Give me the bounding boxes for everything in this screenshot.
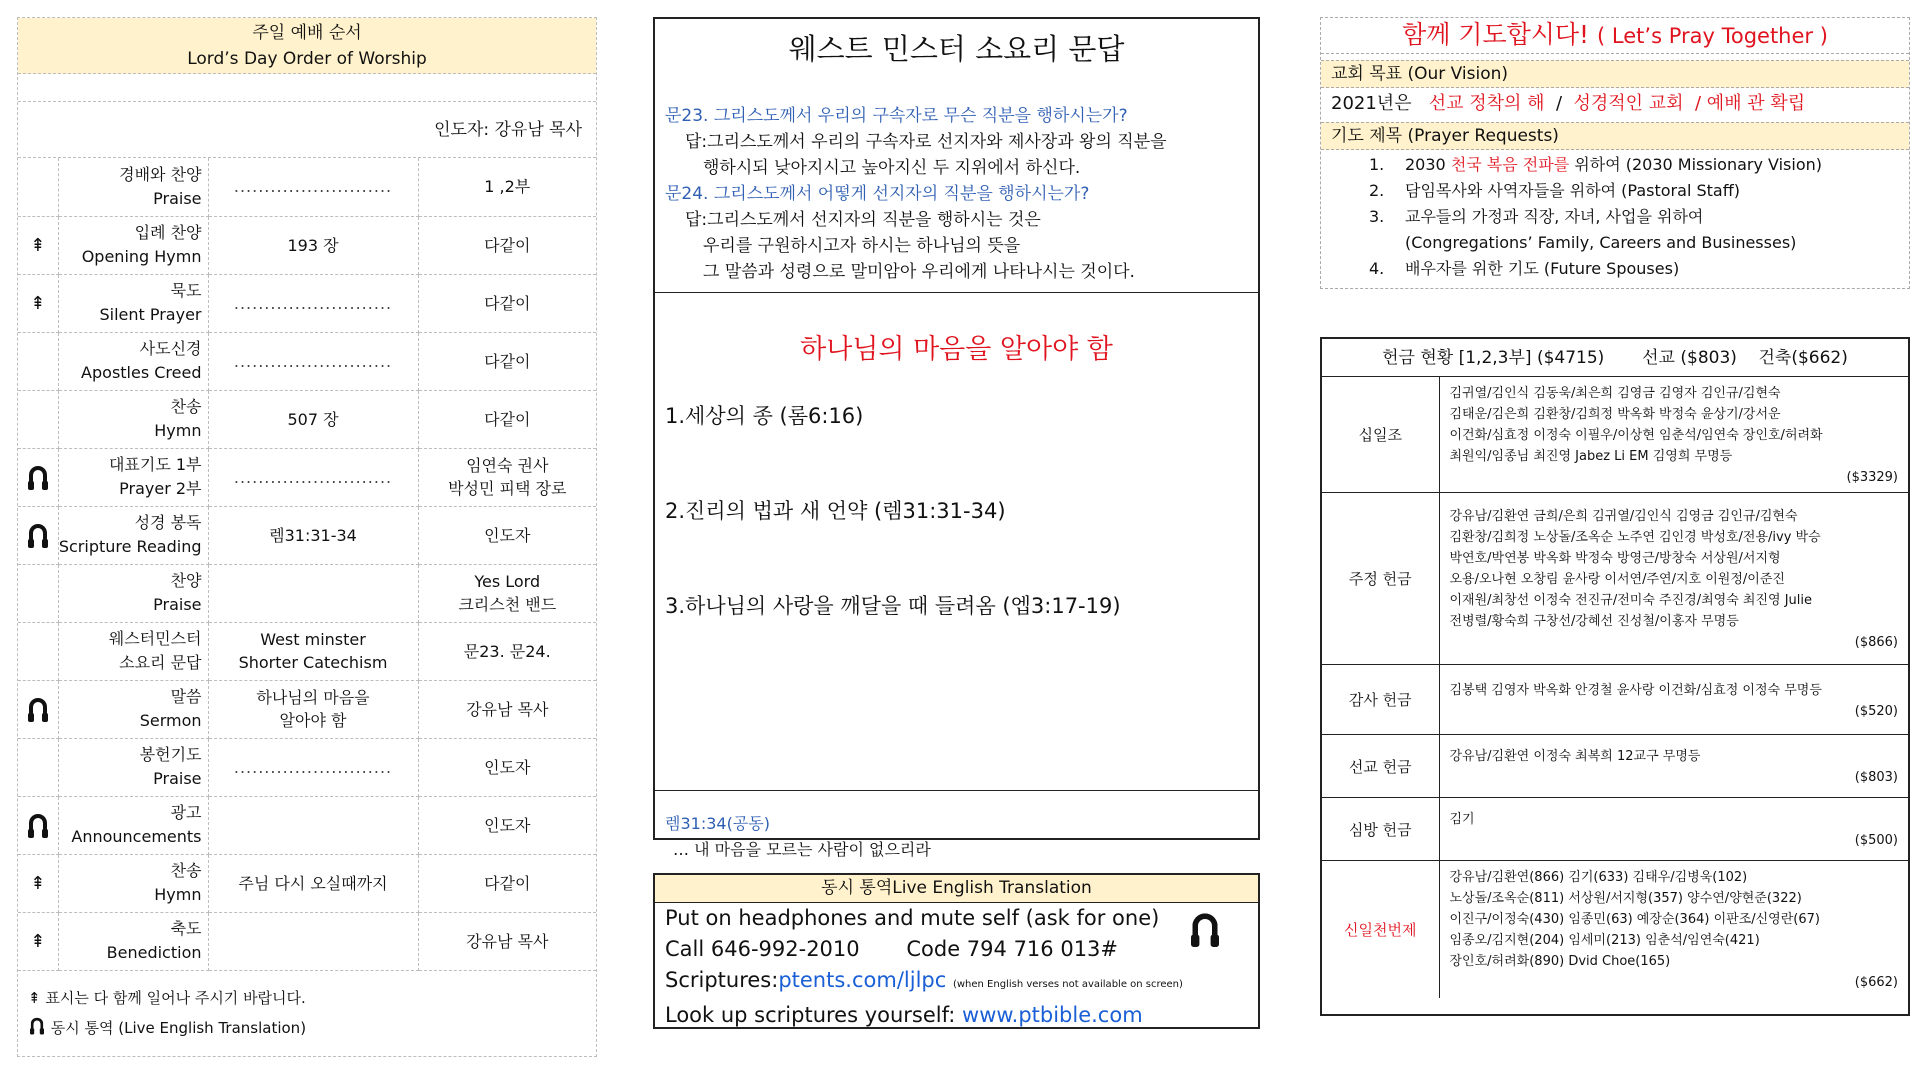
worship-leader: 인도자: 강유남 목사 — [18, 102, 596, 158]
order-of-worship — [17, 17, 597, 1057]
offering-amount: ($662) — [1854, 975, 1898, 991]
meeting-code: Code 794 716 013# — [906, 937, 1119, 961]
row-leader: 다같이 — [418, 274, 596, 332]
row-item: 묵도 Silent Prayer — [58, 274, 208, 332]
row-marker — [18, 564, 58, 622]
row-leader: 인도자 — [418, 796, 596, 854]
lookup-line: Look up scriptures yourself: www.ptbible.com — [665, 1003, 1143, 1027]
stand-icon: ⇞ — [30, 292, 46, 314]
worship-title-ko: 주일 예배 순서 — [252, 23, 362, 43]
row-item: 성경 봉독 Scripture Reading — [58, 506, 208, 564]
scriptures-line: Scriptures:ptents.com/ljlpc (when English verses not available on screen) — [665, 968, 1183, 992]
worship-row — [18, 448, 596, 506]
worship-row — [18, 332, 596, 390]
worship-row — [18, 622, 596, 680]
row-detail — [208, 912, 418, 970]
row-marker — [18, 274, 58, 332]
offering-category: 십일조 — [1322, 377, 1439, 493]
headphone-icon — [29, 524, 47, 542]
row-item: 찬양 Praise — [58, 564, 208, 622]
request-4: 4. 배우자를 위한 기도 (Future Spouses) — [1369, 259, 1680, 278]
row-item: 봉헌기도 Praise — [58, 738, 208, 796]
offering-amount: ($500) — [1854, 833, 1898, 848]
verse-text: … 내 마음을 모르는 사람이 없으리라 — [673, 840, 931, 859]
translation-note: 동시 통역 (Live English Translation) — [28, 1013, 586, 1043]
call-number: Call 646-992-2010 — [665, 937, 860, 961]
offering-names: 김봉택 김영자 박옥화 안경철 윤사랑 이건화/심효정 이정숙 무명등 ($520) — [1439, 665, 1908, 735]
stand-icon: ⇞ — [30, 872, 46, 894]
offering-category: 주정 헌금 — [1322, 493, 1439, 665]
offering-amount: ($866) — [1854, 635, 1898, 650]
requests-label: 기도 제목 (Prayer Requests) — [1321, 122, 1909, 150]
translation-header: 동시 통역Live English Translation — [655, 875, 1258, 903]
row-leader: 인도자 — [418, 506, 596, 564]
row-marker — [18, 390, 58, 448]
worship-row — [18, 506, 596, 564]
offering-row — [1322, 493, 1908, 665]
sermon-point-2: 2.진리의 법과 새 언약 (렘31:31-34) — [665, 499, 1006, 523]
call-line — [655, 934, 1258, 965]
row-leader: 1 ,2부 — [418, 158, 596, 216]
row-detail: 193 장 — [208, 216, 418, 274]
row-leader: 다같이 — [418, 332, 596, 390]
translation-box — [653, 873, 1260, 1029]
row-detail: .......................... — [208, 332, 418, 390]
question-23: 문23. 그리스도께서 우리의 구속자로 무슨 직분을 행하시는가? — [665, 106, 1128, 126]
offering-row — [1322, 735, 1908, 798]
row-detail: 507 장 — [208, 390, 418, 448]
sermon-outline — [655, 293, 1258, 791]
row-marker — [18, 796, 58, 854]
row-leader: 다같이 — [418, 216, 596, 274]
row-item: 대표기도 1부 Prayer 2부 — [58, 448, 208, 506]
row-item: 사도신경 Apostles Creed — [58, 332, 208, 390]
headphones-line: Put on headphones and mute self (ask for one) — [665, 906, 1160, 930]
vision-line: 2021년은 선교 정착의 해 / 성경적인 교회 / 예배 관 확립 — [1331, 93, 1806, 114]
stand-icon: ⇞ — [30, 234, 46, 256]
row-leader: 임연숙 권사 박성민 피택 장로 — [418, 448, 596, 506]
row-detail: 렘31:31-34 — [208, 506, 418, 564]
headphone-icon — [29, 698, 47, 716]
row-detail: .......................... — [208, 274, 418, 332]
row-marker — [18, 448, 58, 506]
row-detail — [208, 564, 418, 622]
catechism-panel — [653, 17, 1260, 859]
sermon-point-3: 3.하나님의 사랑을 깨달을 때 들려옴 (엡3:17-19) — [665, 594, 1121, 618]
offering-category: 심방 헌금 — [1322, 798, 1439, 861]
row-marker — [18, 216, 58, 274]
offering-names: 강유남/김환연(866) 김기(633) 김태우/김병욱(102) 노상돌/조옥순(811) 서상원/서지형(357) 양수연/양현준(322) 이진구/이정숙(430) 임종민(63) 예장순(364) 이판조/신영란(67) 임종오/김지현(204) 임세미(213) 임춘석/임연숙(421) 장인호/허려화(890) Dvid Choe(165) ($662) — [1439, 861, 1908, 998]
row-leader: 문23. 문24. — [418, 622, 596, 680]
stand-note: ⇞ 표시는 다 함께 일어나 주시기 바랍니다. — [28, 988, 306, 1007]
row-detail: .......................... — [208, 448, 418, 506]
worship-row — [18, 274, 596, 332]
prayer-title: 함께 기도합시다! ( Let’s Pray Together ) — [1321, 18, 1909, 54]
worship-row — [18, 796, 596, 854]
row-marker — [18, 680, 58, 738]
row-marker — [18, 738, 58, 796]
row-detail: 하나님의 마음을 알아야 함 — [208, 680, 418, 738]
row-detail: West minster Shorter Catechism — [208, 622, 418, 680]
headphone-icon — [29, 466, 47, 484]
catechism-qa — [655, 81, 1258, 293]
request-1: 1. 2030 천국 복음 전파를 위하여 (2030 Missionary Vision) — [1369, 155, 1823, 174]
headphone-icon — [29, 814, 47, 832]
row-marker — [18, 158, 58, 216]
request-3-en: (Congregations’ Family, Careers and Businesses) — [1405, 233, 1797, 252]
catechism-title: 웨스트 민스터 소요리 문답 — [788, 32, 1125, 66]
offering-category: 감사 헌금 — [1322, 665, 1439, 735]
row-detail: .......................... — [208, 738, 418, 796]
memory-verse — [655, 791, 1258, 863]
worship-table — [18, 158, 596, 971]
ptbible-link[interactable]: www.ptbible.com — [962, 1003, 1143, 1027]
request-2: 2. 담임목사와 사역자들을 위하여 (Pastoral Staff) — [1369, 181, 1740, 200]
row-item: 축도 Benediction — [58, 912, 208, 970]
prayer-panel — [1320, 17, 1910, 289]
worship-row — [18, 912, 596, 970]
answer-23-line1: 답:그리스도께서 우리의 구속자로 선지자와 제사장과 왕의 직분을 — [685, 132, 1167, 152]
offering-amount: ($3329) — [1846, 470, 1898, 485]
offering-amount: ($803) — [1854, 770, 1898, 785]
worship-row — [18, 390, 596, 448]
scriptures-note: (when English verses not available on screen) — [952, 979, 1183, 990]
answer-23-line2: 행하시되 낮아지시고 높아지신 두 지위에서 하신다. — [703, 158, 1081, 178]
answer-24-line1: 답:그리스도께서 선지자의 직분을 행하시는 것은 — [685, 210, 1041, 230]
row-leader: 강유남 목사 — [418, 912, 596, 970]
row-marker — [18, 854, 58, 912]
offering-category: 선교 헌금 — [1322, 735, 1439, 798]
row-detail: 주님 다시 오실때까지 — [208, 854, 418, 912]
row-item: 입례 찬양 Opening Hymn — [58, 216, 208, 274]
headphone-icon — [31, 1017, 44, 1030]
stand-icon: ⇞ — [30, 930, 46, 952]
row-marker — [18, 912, 58, 970]
worship-row — [18, 854, 596, 912]
headphone-icon — [1192, 913, 1217, 938]
offering-category: 신일천번제 — [1322, 861, 1439, 998]
offering-names: 강유남/김환연 이정숙 최복희 12교구 무명등 ($803) — [1439, 735, 1908, 798]
row-item: 찬송 Hymn — [58, 854, 208, 912]
row-leader: 다같이 — [418, 390, 596, 448]
offering-header: 헌금 현황 [1,2,3부] ($4715) 선교 ($803) 건축($662) — [1322, 339, 1908, 377]
row-leader: Yes Lord 크리스천 밴드 — [418, 564, 596, 622]
worship-spacer — [18, 74, 596, 102]
worship-row — [18, 158, 596, 216]
offering-row — [1322, 377, 1908, 493]
row-item: 찬송 Hymn — [58, 390, 208, 448]
offering-row — [1322, 665, 1908, 735]
row-item: 광고 Announcements — [58, 796, 208, 854]
row-detail — [208, 796, 418, 854]
row-marker — [18, 506, 58, 564]
answer-24-line2: 우리를 구원하시고자 하시는 하나님의 뜻을 — [703, 236, 1021, 256]
offering-table — [1322, 377, 1908, 998]
worship-title-en: Lord’s Day Order of Worship — [187, 49, 427, 69]
offering-row — [1322, 798, 1908, 861]
offering-names: 강유남/김환연 금희/은희 김귀열/김인식 김영금 김인규/김현숙 김환창/김희정 노상돌/조옥순 노주연 김인경 박성호/전용/ivy 박승 박연호/박연봉 박옥화 박정숙 방영근/방창숙 서상원/서지형 오용/오나현 오창림 윤사랑 이서연/주연/지호 이원정/이준진 이재원/최창선 이정숙 전진규/전미숙 주진경/최영숙 최진영 Julie 전병렬/황숙희 구창선/강혜선 진성철/이홍자 무명등 ($866) — [1439, 493, 1908, 665]
row-marker — [18, 332, 58, 390]
answer-24-line3: 그 말씀과 성령으로 말미암아 우리에게 나타나시는 것이다. — [703, 262, 1135, 282]
vision-label: 교회 목표 (Our Vision) — [1321, 60, 1909, 88]
offering-names: 김귀열/김인식 김동욱/최은희 김영금 김영자 김인규/김현숙 김태운/김은희 김환창/김희정 박옥화 박정숙 윤상기/강서운 이건화/심효정 이정숙 이필우/이상현 임춘석/임연숙 장인호/허려화 최원익/임종님 최진영 Jabez Li EM 김영희 무명등 ($3329) — [1439, 377, 1908, 493]
row-detail: .......................... — [208, 158, 418, 216]
row-leader: 강유남 목사 — [418, 680, 596, 738]
row-leader: 다같이 — [418, 854, 596, 912]
worship-header — [18, 18, 596, 74]
row-marker — [18, 622, 58, 680]
row-leader: 인도자 — [418, 738, 596, 796]
sermon-point-1: 1.세상의 종 (롬6:16) — [665, 404, 864, 428]
prayer-requests — [1321, 150, 1909, 282]
sermon-title: 하나님의 마음을 알아야 함 — [800, 334, 1113, 365]
verse-reference: 렘31:34(공동) — [665, 814, 770, 833]
offering-amount: ($520) — [1854, 703, 1898, 719]
worship-row — [18, 738, 596, 796]
worship-row — [18, 564, 596, 622]
offering-panel — [1320, 337, 1910, 1016]
offering-row — [1322, 861, 1908, 998]
question-24: 문24. 그리스도께서 어떻게 선지자의 직분을 행하시는가? — [665, 184, 1090, 204]
worship-row — [18, 680, 596, 738]
row-item: 경배와 찬양 Praise — [58, 158, 208, 216]
row-item: 웨스터민스터 소요리 문답 — [58, 622, 208, 680]
row-item: 말씀 Sermon — [58, 680, 208, 738]
worship-row — [18, 216, 596, 274]
offering-names: 김기 ($500) — [1439, 798, 1908, 861]
worship-notes — [18, 971, 596, 1055]
scriptures-link[interactable]: ptents.com/ljlpc — [778, 968, 947, 992]
stand-icon: ⇞ — [28, 988, 46, 1007]
request-3: 3. 교우들의 가정과 직장, 자녀, 사업을 위하여 — [1369, 207, 1704, 226]
